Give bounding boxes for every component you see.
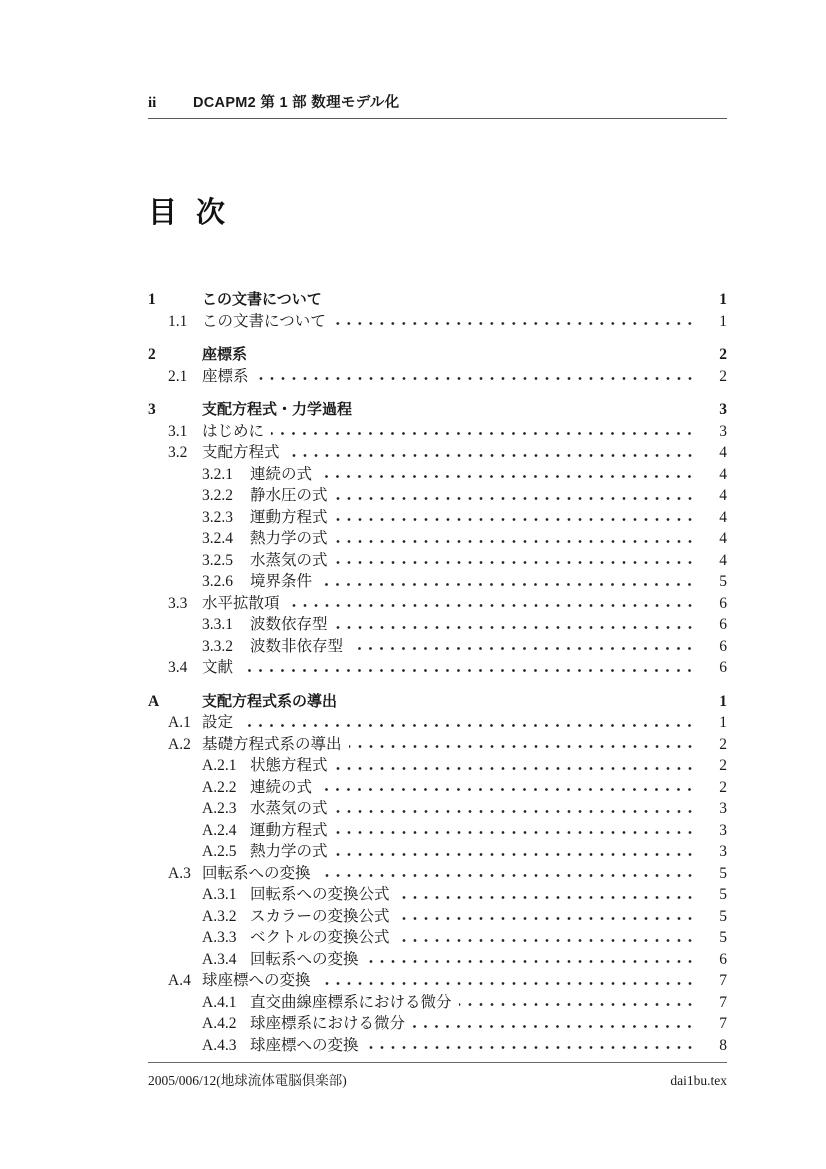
toc-entry-title: 熱力学の式 (250, 843, 328, 860)
running-header (148, 91, 727, 119)
toc-entry-number: 3.2.3 (202, 508, 233, 526)
toc-entry-page: 5 (719, 864, 727, 882)
toc-entry-title: 回転系への変換公式 (250, 886, 390, 903)
toc-entry-title: 回転系への変換 (202, 864, 311, 882)
dot-leader (344, 696, 695, 712)
toc-entry-title: 水平拡散項 (202, 594, 280, 612)
toc-entry-title: 文献 (202, 659, 234, 676)
toc-entry-number: 3.1 (168, 422, 188, 440)
toc-title: 目 次 (148, 197, 227, 229)
toc-entry-page: 3 (719, 401, 727, 418)
toc-entry-number: A.3.4 (202, 950, 237, 968)
toc-entry-number: 3.4 (168, 659, 188, 676)
toc-entry (148, 734, 727, 756)
dot-leader (397, 933, 695, 949)
toc-entry-title: 支配方程式系の導出 (202, 692, 338, 710)
toc-entry (148, 798, 727, 820)
toc-entry-number: 3.2.1 (202, 465, 233, 483)
toc-entry (148, 691, 727, 713)
toc-entry (148, 657, 727, 679)
dot-leader (333, 316, 695, 332)
toc-entry-number: 3.3.1 (202, 616, 233, 633)
dot-leader (366, 1040, 695, 1056)
page-footer (148, 1062, 727, 1089)
dot-leader (335, 620, 695, 636)
toc-entry-page: 4 (719, 444, 727, 461)
toc-entry-title: 水蒸気の式 (250, 800, 328, 817)
footer-filename: dai1bu.tex (670, 1073, 727, 1088)
dot-leader (256, 371, 695, 387)
header-page-number: ii (148, 95, 157, 111)
toc-entry-title: 座標系 (202, 346, 248, 363)
toc-entry-title: 熱力学の式 (250, 530, 328, 547)
toc-entry-page: 8 (719, 1036, 727, 1054)
toc-entry-title: 球座標への変換 (202, 972, 311, 989)
toc-entry-title: 基礎方程式系の導出 (202, 735, 342, 753)
toc-entry-page: 4 (719, 465, 727, 483)
toc-entry-page: 1 (719, 692, 727, 710)
toc-entry-number: A.2.3 (202, 800, 237, 817)
toc-entry-number: 3.2.5 (202, 551, 233, 569)
dot-leader (366, 954, 695, 970)
toc-entry-title: 状態方程式 (250, 757, 328, 774)
dot-leader (335, 512, 695, 528)
dot-leader (335, 555, 695, 571)
dot-leader (319, 577, 695, 593)
toc-entry-number: A.2.5 (202, 843, 237, 860)
dot-leader (318, 976, 695, 992)
dot-leader (318, 868, 695, 884)
toc-entry-page: 4 (719, 487, 727, 504)
toc-entry (148, 906, 727, 928)
toc-entry-title: ベクトルの変換公式 (250, 929, 390, 946)
dot-leader (459, 997, 695, 1013)
toc-entry-number: A.2.4 (202, 821, 237, 839)
toc-list (148, 289, 727, 1056)
toc-entry-page: 4 (719, 530, 727, 547)
footer-date: 2005/006/12(地球流体電脳倶楽部) (148, 1073, 347, 1088)
toc-entry (148, 289, 727, 311)
toc-entry-number: 3.3 (168, 594, 188, 612)
toc-entry-page: 6 (719, 594, 727, 612)
toc-entry (148, 485, 727, 507)
toc-entry-title: 球座標への変換 (250, 1036, 359, 1054)
toc-entry-page: 4 (719, 508, 727, 526)
toc-entry-number: A.4.3 (202, 1036, 237, 1054)
toc-entry (148, 1035, 727, 1057)
toc-entry-number: A.2.1 (202, 757, 237, 774)
toc-entry-page: 3 (719, 422, 727, 440)
toc-entry-number: A.3.3 (202, 929, 237, 946)
toc-entry (148, 614, 727, 636)
toc-entry (148, 399, 727, 421)
toc-entry-page: 3 (719, 800, 727, 817)
toc-entry-page: 6 (719, 950, 727, 968)
toc-entry-title: 直交曲線座標系における微分 (250, 993, 452, 1011)
toc-entry (148, 841, 727, 863)
toc-entry-number: A (148, 692, 160, 710)
toc-entry-number: 1.1 (168, 312, 188, 330)
toc-entry-title: 波数依存型 (250, 616, 328, 633)
toc-entry (148, 992, 727, 1014)
dot-leader (319, 782, 695, 798)
toc-entry-page: 1 (719, 312, 727, 330)
toc-entry (148, 593, 727, 615)
toc-entry-number: A.3.1 (202, 886, 237, 903)
toc-entry-title: 設定 (202, 714, 234, 731)
toc-entry (148, 755, 727, 777)
toc-entry-title: 波数非依存型 (250, 637, 344, 655)
toc-entry-page: 2 (719, 778, 727, 796)
toc-entry (148, 970, 727, 992)
toc-entry-number: 3.2 (168, 444, 188, 461)
toc-entry-title: 運動方程式 (250, 508, 328, 526)
dot-leader (412, 1019, 695, 1035)
toc-entry-number: 3 (148, 401, 156, 418)
toc-entry (148, 421, 727, 443)
toc-entry-number: A.2.2 (202, 778, 237, 796)
dot-leader (349, 739, 695, 755)
toc-entry-page: 5 (719, 886, 727, 903)
toc-entry-title: この文書について (202, 291, 322, 308)
toc-entry (148, 507, 727, 529)
toc-entry-page: 3 (719, 821, 727, 839)
dot-leader (271, 426, 695, 442)
toc-entry (148, 1013, 727, 1035)
toc-entry-page: 2 (719, 735, 727, 753)
dot-leader (350, 641, 695, 657)
toc-entry-number: A.3.2 (202, 907, 237, 925)
toc-entry (148, 777, 727, 799)
toc-entry-number: A.4.1 (202, 993, 237, 1011)
dot-leader (287, 598, 695, 614)
toc-entry-number: A.4 (168, 972, 191, 989)
toc-entry-title: はじめに (202, 422, 265, 440)
dot-leader (335, 804, 695, 820)
toc-entry (148, 927, 727, 949)
toc-entry (148, 366, 727, 388)
toc-entry-number: A.3 (168, 864, 191, 882)
dot-leader (397, 890, 695, 906)
toc-entry-number: 3.2.6 (202, 573, 233, 590)
toc-entry-page: 6 (719, 616, 727, 633)
toc-entry-page: 5 (719, 929, 727, 946)
toc-entry (148, 636, 727, 658)
toc-entry-number: A.4.2 (202, 1015, 237, 1032)
header-title: DCAPM2 第 1 部 数理モデル化 (193, 95, 400, 111)
dot-leader (335, 825, 695, 841)
toc-entry-number: A.2 (168, 735, 191, 753)
toc-entry-title: 連続の式 (250, 465, 313, 483)
toc-entry (148, 528, 727, 550)
toc-entry-page: 5 (719, 907, 727, 925)
toc-entry-number: 1 (148, 291, 156, 308)
toc-entry-page: 6 (719, 659, 727, 676)
toc-entry-page: 3 (719, 843, 727, 860)
toc-entry-title: 座標系 (202, 367, 249, 385)
toc-entry-page: 7 (719, 972, 727, 989)
toc-entry (148, 442, 727, 464)
toc-entry-title: 回転系への変換 (250, 950, 359, 968)
toc-entry (148, 863, 727, 885)
toc-entry (148, 344, 727, 366)
dot-leader (329, 295, 695, 311)
toc-entry-page: 1 (719, 291, 727, 308)
toc-entry-number: 2 (148, 346, 156, 363)
toc-entry-page: 7 (719, 993, 727, 1011)
dot-leader (397, 911, 695, 927)
toc-entry-title: 支配方程式 (202, 444, 280, 461)
dot-leader (335, 761, 695, 777)
dot-leader (287, 448, 695, 464)
dot-leader (359, 405, 695, 421)
toc-entry-title: 支配方程式・力学過程 (202, 401, 353, 418)
toc-entry-number: A.1 (168, 714, 191, 731)
toc-entry-page: 7 (719, 1015, 727, 1032)
toc-entry-title: 球座標系における微分 (250, 1015, 406, 1032)
toc-entry-title: 境界条件 (250, 573, 313, 590)
dot-leader (240, 663, 695, 679)
toc-entry (148, 571, 727, 593)
dot-leader (319, 469, 695, 485)
dot-leader (240, 718, 695, 734)
toc-entry-page: 2 (719, 367, 727, 385)
toc-entry (148, 949, 727, 971)
toc-entry-page: 6 (719, 637, 727, 655)
dot-leader (335, 491, 695, 507)
toc-entry-title: この文書について (202, 312, 326, 330)
toc-entry-title: 静水圧の式 (250, 487, 328, 504)
toc-entry (148, 712, 727, 734)
toc-entry (148, 311, 727, 333)
toc-entry (148, 884, 727, 906)
toc-entry (148, 550, 727, 572)
toc-entry-title: 連続の式 (250, 778, 313, 796)
toc-entry-page: 2 (719, 757, 727, 774)
toc-entry-number: 3.3.2 (202, 637, 233, 655)
toc-entry-number: 3.2.2 (202, 487, 233, 504)
toc-entry-page: 4 (719, 551, 727, 569)
toc-entry-page: 1 (719, 714, 727, 731)
toc-entry-page: 2 (719, 346, 727, 363)
toc-entry-number: 3.2.4 (202, 530, 233, 547)
toc-entry-title: スカラーの変換公式 (250, 907, 390, 925)
toc-entry-title: 水蒸気の式 (250, 551, 328, 569)
dot-leader (254, 350, 695, 366)
dot-leader (335, 534, 695, 550)
dot-leader (335, 847, 695, 863)
toc-entry-number: 2.1 (168, 367, 188, 385)
toc-entry (148, 820, 727, 842)
toc-entry-page: 5 (719, 573, 727, 590)
toc-entry (148, 464, 727, 486)
toc-entry-title: 運動方程式 (250, 821, 328, 839)
